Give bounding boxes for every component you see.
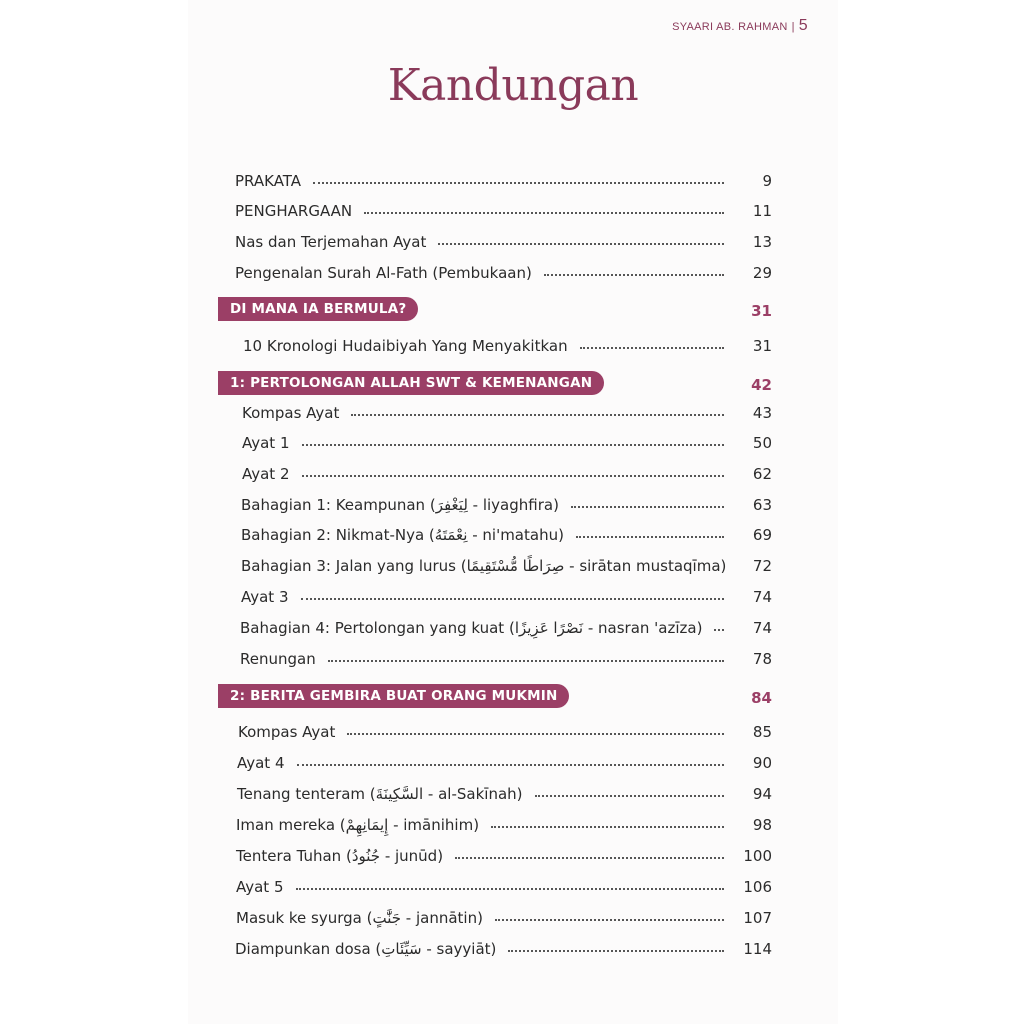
- dot-leader: [580, 347, 724, 349]
- toc-entry-label: Masuk ke syurga (جَنَّٰتٍ - jannātin): [236, 909, 483, 927]
- dot-leader: [714, 629, 724, 631]
- toc-entry-row: [236, 841, 838, 865]
- toc-entry-label: Diampunkan dosa (سَيِّئَاتِ - sayyiāt): [235, 940, 497, 958]
- toc-entry-row: [238, 717, 838, 741]
- header-separator: |: [791, 21, 795, 33]
- toc-page-number: 62: [752, 465, 772, 483]
- header-author: SYAARI AB. RAHMAN: [672, 21, 788, 33]
- toc-page-number: 31: [752, 337, 772, 355]
- toc-entry-row: [235, 258, 838, 282]
- dot-leader: [347, 733, 724, 735]
- toc-entry-row: [241, 582, 838, 606]
- dot-leader: [491, 826, 724, 828]
- book-page: [188, 0, 838, 1024]
- dot-leader: [328, 660, 724, 662]
- toc-entry-row: [240, 613, 838, 637]
- toc-entry-label: PENGHARGAAN: [235, 202, 353, 220]
- toc-page-number: 74: [752, 619, 772, 637]
- toc-entry-row: [235, 934, 838, 958]
- toc-page-number: 84: [751, 689, 772, 707]
- toc-page-number: 106: [743, 878, 772, 896]
- toc-page-number: 114: [743, 940, 772, 958]
- dot-leader: [364, 212, 724, 214]
- toc-page-number: 98: [752, 816, 772, 834]
- dot-leader: [438, 243, 724, 245]
- toc-entry-row: [236, 810, 838, 834]
- toc-entry-row: [241, 551, 838, 575]
- toc-page-number: 94: [752, 785, 772, 803]
- toc-section-label: 2: BERITA GEMBIRA BUAT ORANG MUKMIN: [218, 684, 569, 708]
- toc-entry-row: [242, 459, 838, 483]
- dot-leader: [535, 795, 724, 797]
- toc-entry-label: Nas dan Terjemahan Ayat: [235, 233, 427, 251]
- toc-entry-label: Bahagian 2: Nikmat-Nya (نِعْمَتَهُ - ni'matahu): [241, 526, 564, 544]
- toc-entry-label: Tentera Tuhan (جُنُودُ - junūd): [236, 847, 444, 865]
- toc-page-number: 90: [752, 754, 772, 772]
- toc-entry-label: 10 Kronologi Hudaibiyah Yang Menyakitkan: [243, 337, 568, 355]
- toc-entry-row: [236, 872, 838, 896]
- toc-entry-label: PRAKATA: [235, 172, 302, 190]
- dot-leader: [301, 598, 724, 600]
- toc-section-row: [218, 370, 838, 396]
- dot-leader: [313, 182, 724, 184]
- dot-leader: [302, 475, 724, 477]
- toc-entry-label: Bahagian 3: Jalan yang lurus (صِرَاطًا مُّسْتَقِيمًا - sirātan mustaqīma): [241, 557, 727, 575]
- table-of-contents: [188, 0, 838, 1024]
- toc-page-number: 50: [752, 434, 772, 452]
- dot-leader: [297, 764, 724, 766]
- toc-entry-label: Kompas Ayat: [238, 723, 336, 741]
- toc-page-number: 11: [752, 202, 772, 220]
- toc-entry-row: [243, 331, 838, 355]
- toc-page-number: 100: [743, 847, 772, 865]
- toc-page-number: 72: [752, 557, 772, 575]
- toc-page-number: 107: [743, 909, 772, 927]
- dot-leader: [455, 857, 724, 859]
- toc-entry-label: Bahagian 1: Keampunan (لِيَغْفِرَ - liyaghfira): [241, 496, 559, 514]
- dot-leader: [296, 888, 724, 890]
- toc-entry-row: [241, 490, 838, 514]
- toc-entry-row: [242, 428, 838, 452]
- toc-entry-row: [235, 196, 838, 220]
- toc-entry-label: Renungan: [240, 650, 316, 668]
- dot-leader: [302, 444, 724, 446]
- toc-entry-label: Pengenalan Surah Al-Fath (Pembukaan): [235, 264, 532, 282]
- toc-section-label: 1: PERTOLONGAN ALLAH SWT & KEMENANGAN: [218, 371, 604, 395]
- toc-page-number: 74: [752, 588, 772, 606]
- toc-entry-label: Ayat 4: [237, 754, 285, 772]
- toc-entry-row: [236, 903, 838, 927]
- toc-entry-label: Ayat 1: [242, 434, 290, 452]
- toc-page-number: 31: [751, 302, 772, 320]
- toc-page-number: 9: [762, 172, 772, 190]
- dot-leader: [351, 414, 724, 416]
- dot-leader: [508, 950, 724, 952]
- toc-page-number: 13: [752, 233, 772, 251]
- toc-entry-row: [237, 779, 838, 803]
- toc-entry-label: Kompas Ayat: [242, 404, 340, 422]
- toc-section-label: DI MANA IA BERMULA?: [218, 297, 418, 321]
- toc-page-number: 85: [752, 723, 772, 741]
- toc-entry-row: [235, 166, 838, 190]
- toc-page-number: 29: [752, 264, 772, 282]
- toc-entry-row: [241, 520, 838, 544]
- toc-section-row: [218, 296, 838, 322]
- toc-page-number: 78: [752, 650, 772, 668]
- toc-entry-row: [235, 227, 838, 251]
- toc-entry-label: Iman mereka (إِيمَانِهِمْ - imānihim): [236, 816, 480, 834]
- toc-entry-label: Ayat 2: [242, 465, 290, 483]
- dot-leader: [495, 919, 724, 921]
- dot-leader: [571, 506, 724, 508]
- toc-page-number: 43: [752, 404, 772, 422]
- toc-page-number: 63: [752, 496, 772, 514]
- dot-leader: [576, 536, 724, 538]
- toc-section-row: [218, 683, 838, 709]
- toc-entry-label: Tenang tenteram (السَّكِينَةَ - al-Sakīnah): [237, 785, 523, 803]
- header-page-number: 5: [798, 17, 808, 34]
- toc-page-number: 69: [752, 526, 772, 544]
- toc-entry-label: Ayat 3: [241, 588, 289, 606]
- toc-entry-label: Bahagian 4: Pertolongan yang kuat (نَصْرًا عَزِيزًا - nasran 'azīza): [240, 619, 703, 637]
- toc-page-number: 42: [751, 376, 772, 394]
- toc-entry-label: Ayat 5: [236, 878, 284, 896]
- toc-entry-row: [237, 748, 838, 772]
- page-title: Kandungan: [387, 60, 639, 111]
- dot-leader: [544, 274, 724, 276]
- toc-entry-row: [240, 644, 838, 668]
- toc-entry-row: [242, 398, 838, 422]
